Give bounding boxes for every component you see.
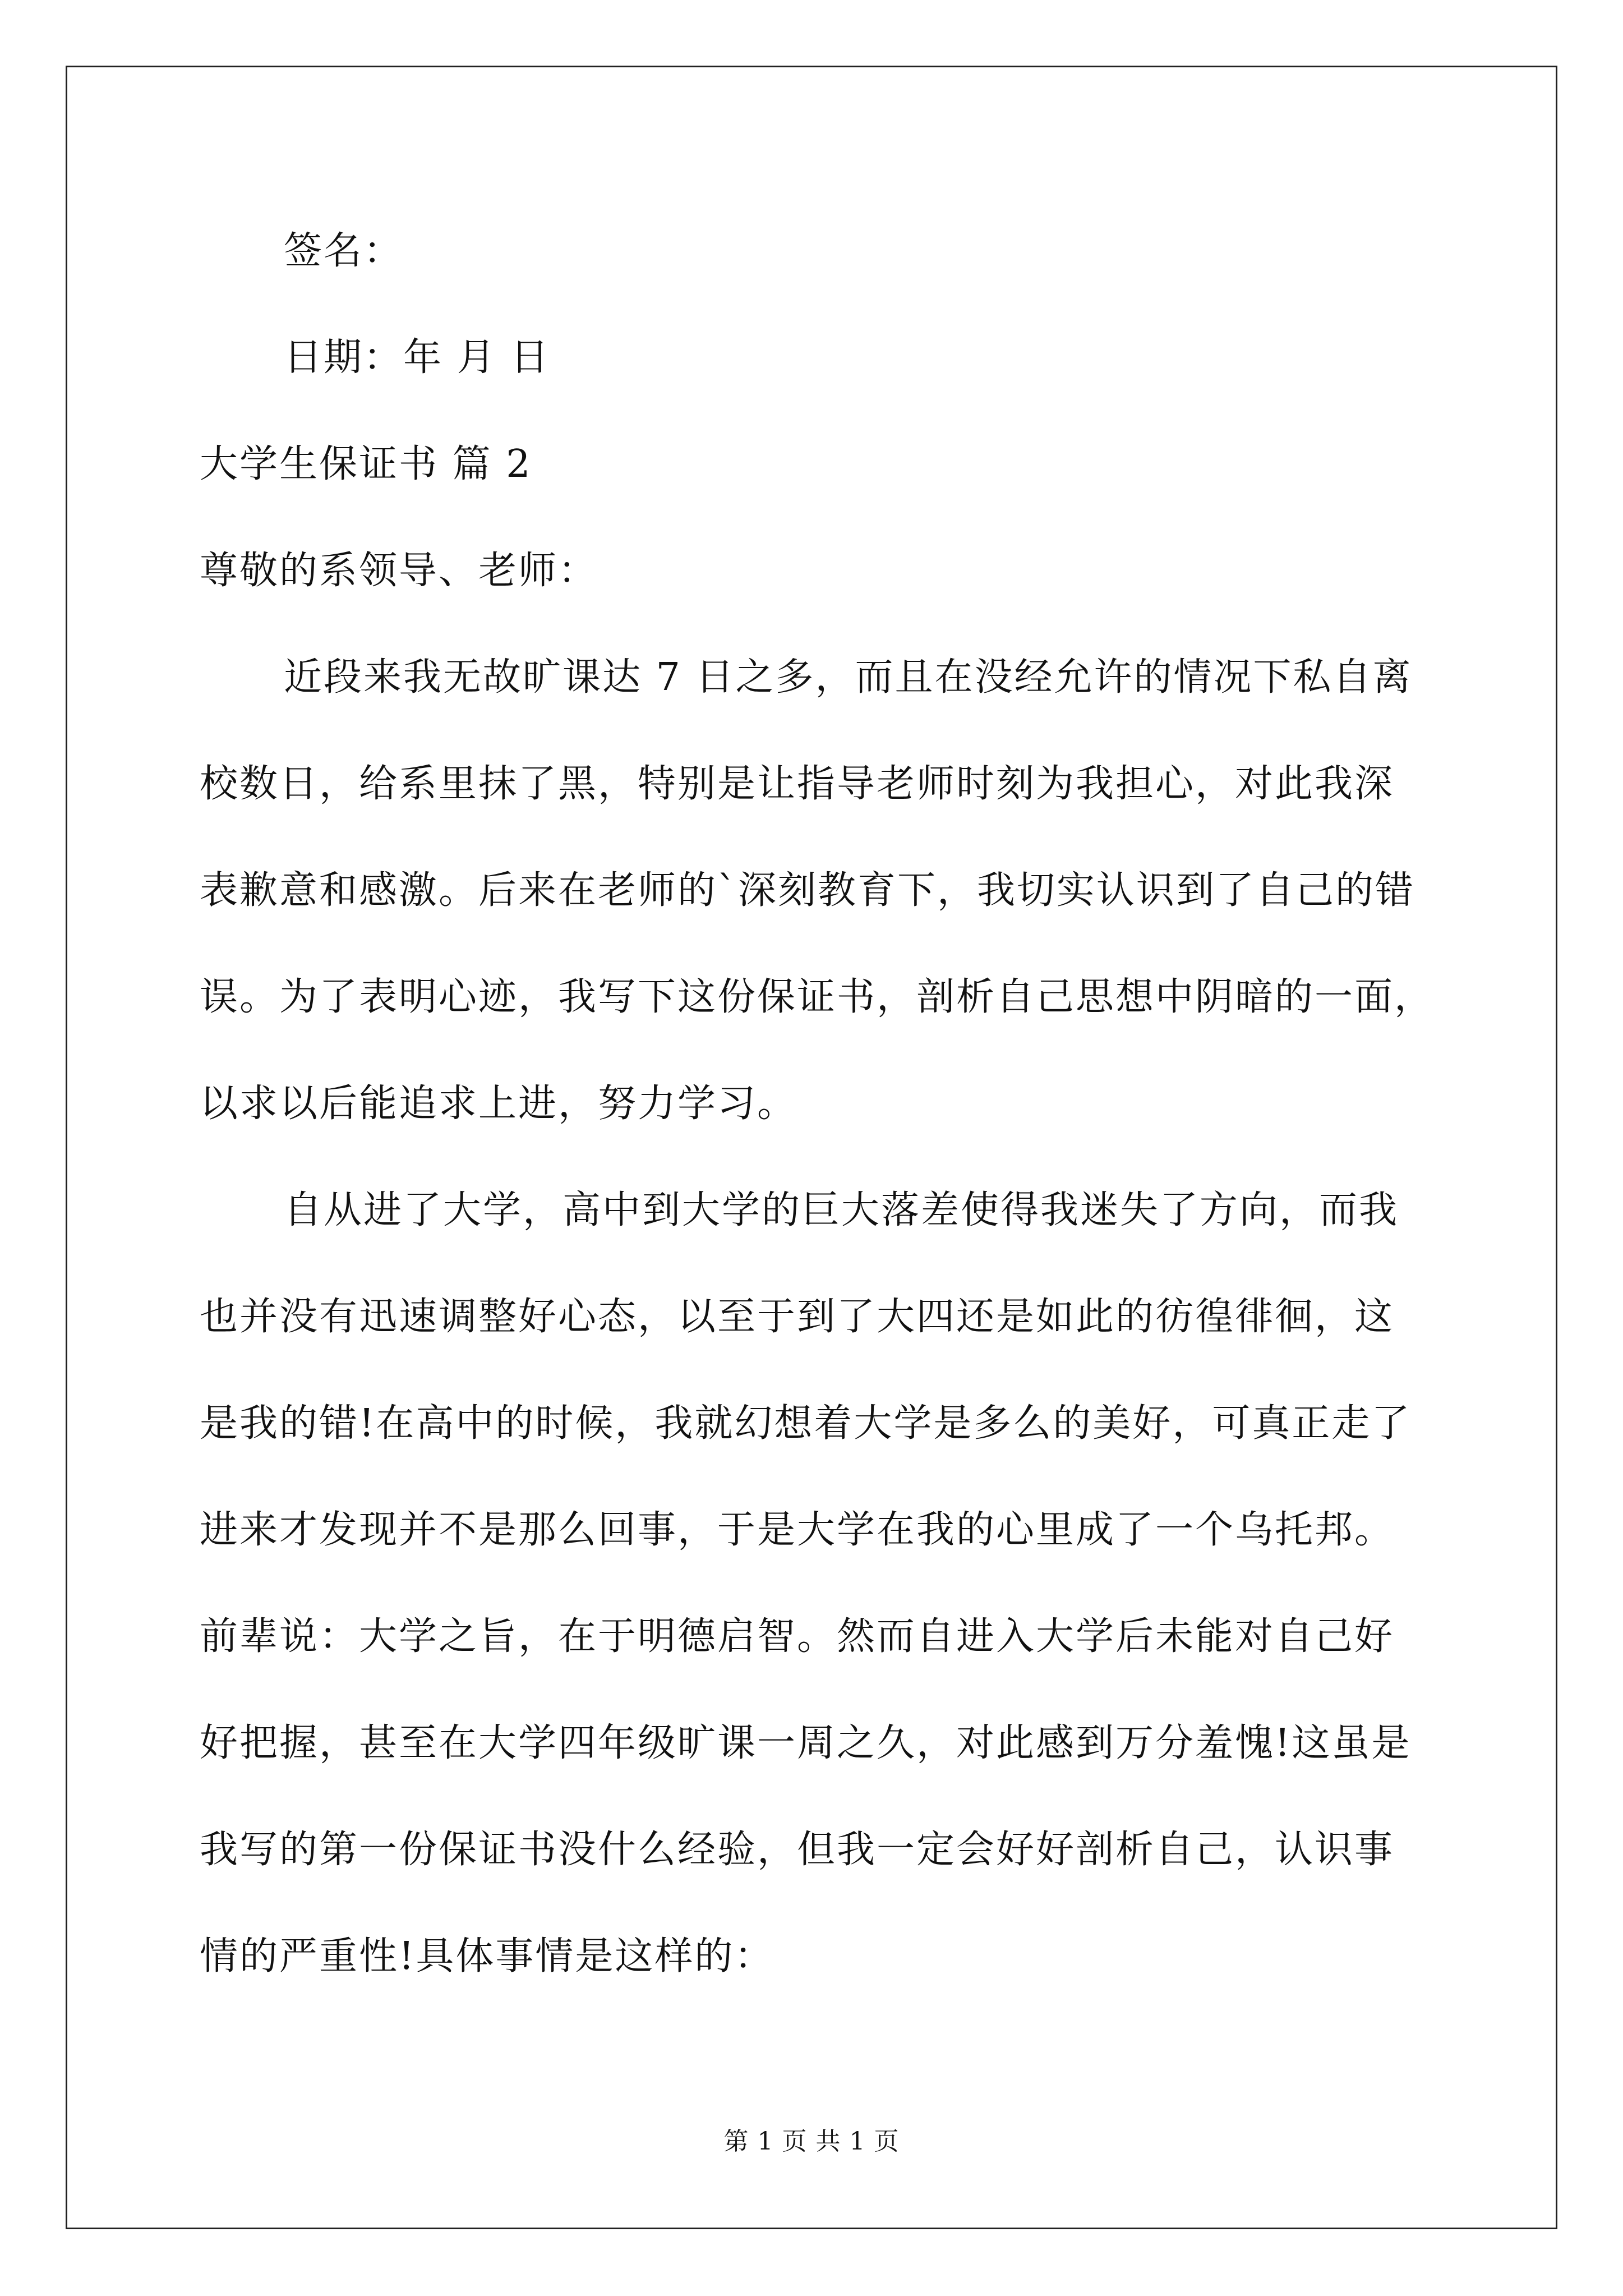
paragraph-1-line: 以求以后能追求上进，努力学习。	[200, 1082, 797, 1126]
paragraph-2-line: 自从进了大学，高中到大学的巨大落差使得我迷失了方向，而我	[284, 1188, 1399, 1232]
date-line: 日期：年 月 日	[284, 335, 551, 380]
paragraph-1-line: 表歉意和感激。后来在老师的`深刻教育下，我切实认识到了自己的错	[200, 868, 1415, 913]
paragraph-2-line: 是我的错!在高中的时候，我就幻想着大学是多么的美好，可真正走了	[200, 1401, 1412, 1446]
salutation: 尊敬的系领导、老师：	[200, 549, 598, 593]
paragraph-2-line: 进来才发现并不是那么回事，于是大学在我的心里成了一个乌托邦。	[200, 1508, 1395, 1552]
paragraph-1-line: 近段来我无故旷课达 7 日之多，而且在没经允许的情况下私自离	[284, 655, 1413, 700]
paragraph-2-line: 情的严重性!具体事情是这样的：	[200, 1934, 774, 1978]
paragraph-2-line: 也并没有迅速调整好心态，以至于到了大四还是如此的彷徨徘徊，这	[200, 1295, 1395, 1339]
paragraph-2-line: 我写的第一份保证书没什么经验，但我一定会好好剖析自己，认识事	[200, 1828, 1395, 1872]
page-number-footer: 第 1 页 共 1 页	[723, 2127, 900, 2156]
section-title: 大学生保证书 篇 2	[200, 442, 532, 486]
paragraph-1-line: 校数日，给系里抹了黑，特别是让指导老师时刻为我担心，对此我深	[200, 762, 1395, 806]
page-border	[66, 66, 1557, 2229]
paragraph-1-line: 误。为了表明心迹，我写下这份保证书，剖析自己思想中阴暗的一面，	[200, 975, 1435, 1019]
signature-line: 签名：	[284, 229, 404, 273]
paragraph-2-line: 前辈说：大学之旨，在于明德启智。然而自进入大学后未能对自己好	[200, 1614, 1395, 1659]
paragraph-2-line: 好把握，甚至在大学四年级旷课一周之久，对此感到万分羞愧!这虽是	[200, 1721, 1412, 1765]
